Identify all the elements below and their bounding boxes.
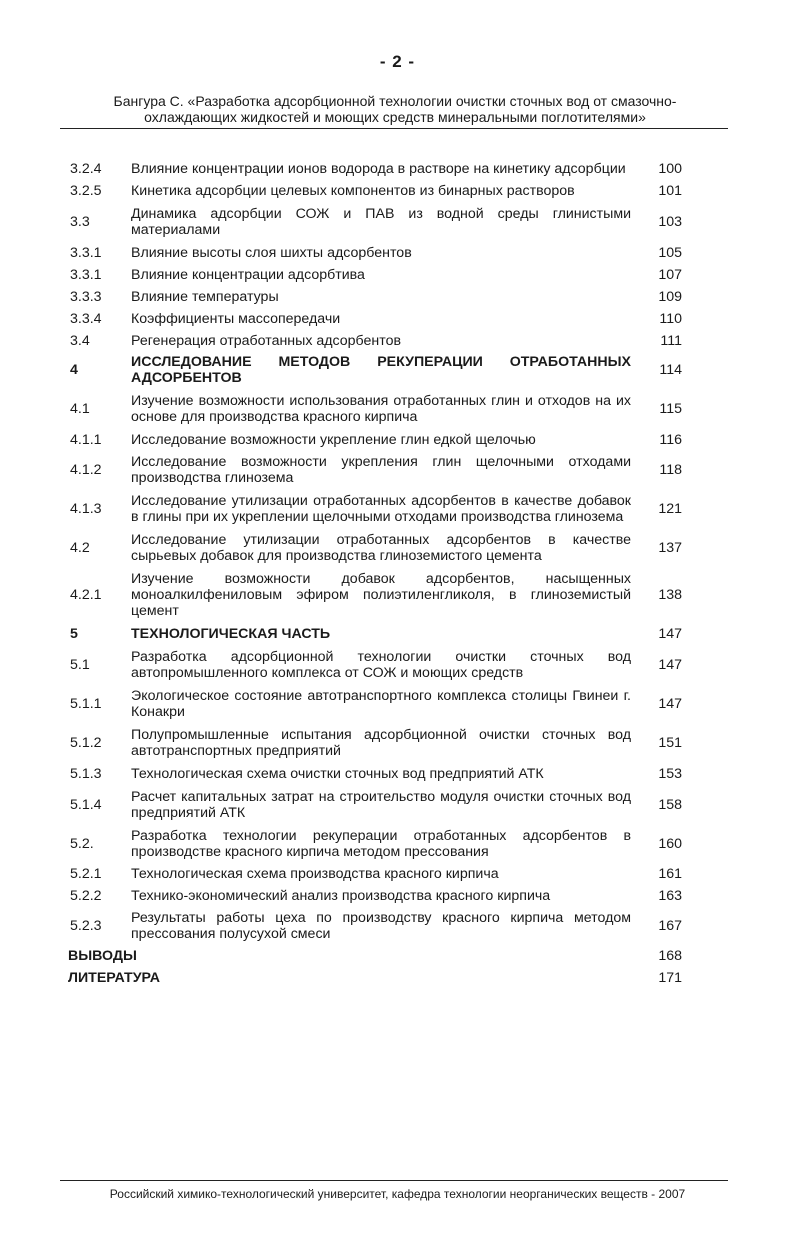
toc-page: 111	[660, 333, 682, 349]
toc-title: ИССЛЕДОВАНИЕ МЕТОДОВ РЕКУПЕРАЦИИ ОТРАБОТАННЫХ АДСОРБЕНТОВ	[131, 354, 631, 386]
toc-references	[68, 967, 690, 989]
toc-title: Исследование утилизации отработанных адсорбентов в качестве сырьевых добавок для производства глиноземистого цемента	[131, 532, 631, 564]
toc-page: 160	[658, 836, 682, 852]
toc-entry	[68, 330, 690, 352]
toc-title: ТЕХНОЛОГИЧЕСКАЯ ЧАСТЬ	[131, 626, 331, 642]
toc-page: 137	[658, 540, 682, 556]
toc-page: 158	[658, 797, 682, 813]
toc-page: 110	[659, 311, 682, 327]
page-number: - 2 -	[379, 52, 416, 71]
toc-page: 161	[658, 866, 682, 882]
toc-title: Исследование возможности укрепление глин едкой щелочью	[131, 432, 536, 448]
toc-page: 168	[658, 948, 682, 964]
toc-title: Влияние концентрации ионов водорода в растворе на кинетику адсорбции	[131, 161, 626, 177]
toc-number: 5.2.2	[70, 888, 102, 904]
toc-title: Технологическая схема очистки сточных вод предприятий АТК	[131, 766, 544, 782]
toc-page: 101	[658, 183, 682, 199]
toc-page: 147	[658, 696, 682, 712]
toc-number: 4.1.2	[70, 462, 102, 478]
toc-number: 3.2.4	[70, 161, 102, 177]
toc-title: ВЫВОДЫ	[68, 948, 137, 964]
toc-number: 4.2.1	[70, 587, 102, 603]
toc-title: Расчет капитальных затрат на строительство модуля очистки сточных вод предприятий АТК	[131, 789, 631, 821]
toc-entry	[68, 763, 690, 785]
toc-title: Изучение возможности добавок адсорбентов, насыщенных моноалкилфениловым эфиром полиэтиленгликоля, в глиноземистый цемент	[131, 571, 631, 619]
toc-entry	[68, 264, 690, 286]
toc-title: Коэффициенты массопередачи	[131, 311, 341, 327]
toc-entry	[68, 308, 690, 330]
toc-entry	[68, 286, 690, 308]
toc-number: 5.1.2	[70, 735, 102, 751]
toc-page: 103	[658, 214, 682, 230]
toc-number: 3.2.5	[70, 183, 102, 199]
toc-chapter	[68, 623, 690, 645]
toc-page: 114	[659, 362, 682, 378]
toc-page: 118	[659, 462, 682, 478]
toc-page: 147	[658, 657, 682, 673]
toc-title: Полупромышленные испытания адсорбционной очистки сточных вод автотранспортных предприятий	[131, 727, 631, 759]
toc-entry	[68, 429, 690, 451]
toc-page: 109	[658, 289, 682, 305]
toc-title: Динамика адсорбции СОЖ и ПАВ из водной среды глинистыми материалами	[131, 206, 631, 238]
table-of-contents	[68, 158, 690, 989]
toc-number: 4.1	[70, 400, 90, 417]
toc-page: 115	[659, 400, 682, 417]
toc-page: 107	[658, 267, 682, 283]
toc-page: 100	[658, 161, 682, 177]
footer-rule	[60, 1180, 728, 1181]
toc-title: Исследование возможности укрепления глин щелочными отходами производства глинозема	[131, 454, 631, 486]
toc-title: Исследование утилизации отработанных адсорбентов в качестве добавок в глины при их укреплении щелочными отходами производства глинозема	[131, 493, 631, 525]
document-header	[75, 93, 715, 125]
toc-entry	[68, 388, 690, 429]
toc-title: Кинетика адсорбции целевых компонентов из бинарных растворов	[131, 183, 575, 199]
toc-number: 5	[70, 626, 78, 642]
toc-title: Технологическая схема производства красного кирпича	[131, 866, 499, 882]
toc-title: Разработка адсорбционной технологии очистки сточных вод автопромышленного комплекса от СОЖ и моющих средств	[131, 649, 631, 681]
toc-title: Технико-экономический анализ производства красного кирпича	[131, 888, 551, 904]
toc-page: 138	[658, 587, 682, 603]
toc-title: Регенерация отработанных адсорбентов	[131, 333, 402, 349]
toc-number: 5.1.4	[70, 797, 102, 813]
toc-page: 116	[659, 432, 682, 448]
header-line-2: охлаждающих жидкостей и моющих средств минеральными поглотителями»	[144, 109, 646, 125]
toc-entry	[68, 825, 690, 863]
toc-number: 4.2	[70, 540, 90, 556]
toc-conclusions	[68, 945, 690, 967]
toc-entry	[68, 863, 690, 885]
toc-entry	[68, 529, 690, 567]
toc-entry	[68, 158, 690, 180]
toc-entry	[68, 242, 690, 264]
toc-entry	[68, 685, 690, 723]
toc-number: 5.2.	[70, 836, 94, 852]
toc-number: 5.1.1	[70, 696, 102, 712]
toc-page: 163	[658, 888, 682, 904]
toc-number: 5.2.3	[70, 918, 102, 934]
toc-entry	[68, 567, 690, 623]
toc-number: 5.1.3	[70, 766, 102, 782]
toc-number: 5.1	[70, 657, 90, 673]
header-line-1: Бангура С. «Разработка адсорбционной технологии очистки сточных вод от смазочно-	[113, 93, 677, 109]
toc-number: 4.1.1	[70, 432, 102, 448]
toc-title: Экологическое состояние автотранспортного комплекса столицы Гвинеи г. Конакри	[131, 688, 631, 720]
toc-title: ЛИТЕРАТУРА	[68, 970, 160, 986]
toc-number: 5.2.1	[70, 866, 102, 882]
toc-page: 167	[658, 918, 682, 934]
toc-entry	[68, 202, 690, 242]
toc-entry	[68, 645, 690, 685]
toc-number: 4	[70, 362, 78, 378]
toc-entry	[68, 785, 690, 825]
toc-entry	[68, 489, 690, 529]
header-rule	[60, 128, 728, 129]
toc-page: 147	[658, 626, 682, 642]
toc-page: 151	[658, 735, 682, 751]
toc-number: 3.3	[70, 214, 90, 230]
toc-title: Влияние температуры	[131, 289, 279, 305]
toc-title: Результаты работы цеха по производству красного кирпича методом прессования полусухой смеси	[131, 910, 631, 942]
toc-title: Влияние концентрации адсорбтива	[131, 267, 365, 283]
toc-chapter	[68, 352, 690, 388]
toc-entry	[68, 885, 690, 907]
toc-number: 3.3.1	[70, 245, 102, 261]
toc-number: 3.4	[70, 333, 90, 349]
toc-page: 121	[658, 501, 682, 517]
toc-page: 171	[658, 970, 682, 986]
toc-title: Влияние высоты слоя шихты адсорбентов	[131, 245, 412, 261]
toc-number: 4.1.3	[70, 501, 102, 517]
toc-number: 3.3.1	[70, 267, 102, 283]
toc-page: 153	[658, 766, 682, 782]
toc-title: Изучение возможности использования отработанных глин и отходов на их основе для производства красного кирпича	[131, 392, 631, 425]
toc-title: Разработка технологии рекуперации отработанных адсорбентов в производстве красного кирпича методом прессования	[131, 828, 631, 860]
toc-number: 3.3.3	[70, 289, 102, 305]
toc-entry	[68, 180, 690, 202]
toc-page: 105	[658, 245, 682, 261]
page-footer: Российский химико-технологический университет, кафедра технологии неорганических веществ - 2007	[109, 1187, 686, 1201]
toc-entry	[68, 723, 690, 763]
toc-number: 3.3.4	[70, 311, 102, 327]
toc-entry	[68, 907, 690, 945]
toc-entry	[68, 451, 690, 489]
